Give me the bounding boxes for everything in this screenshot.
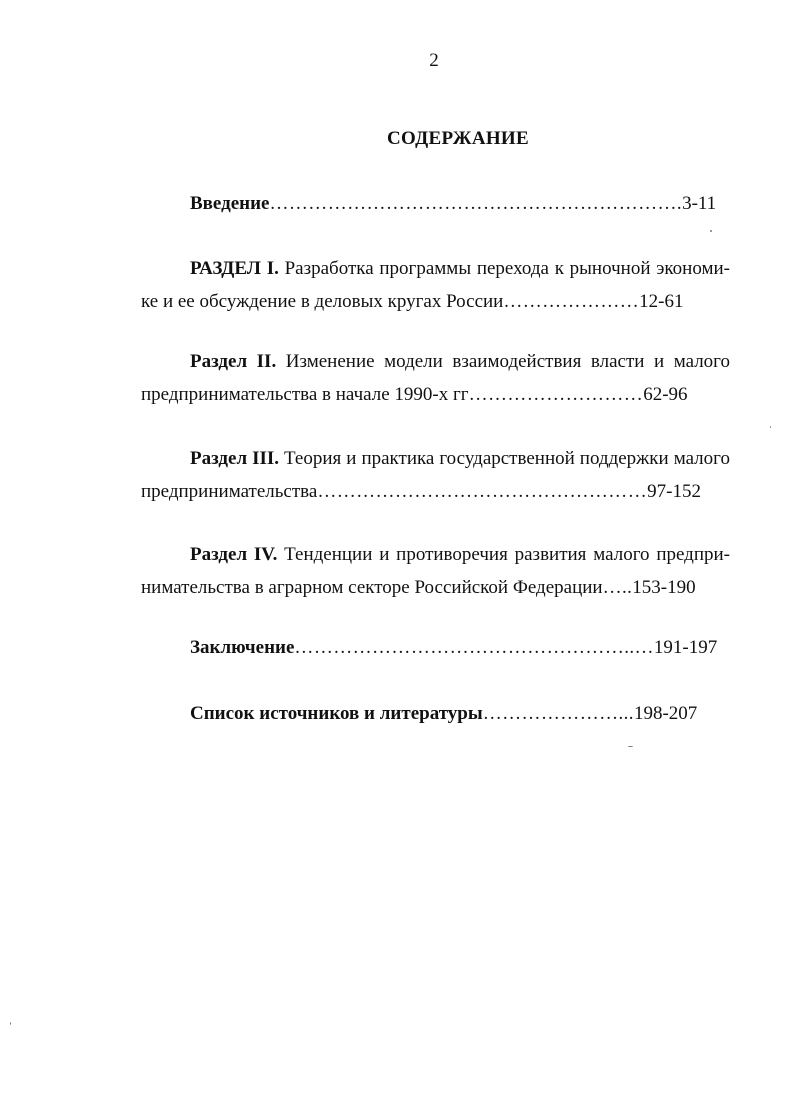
toc-section4-dots: ….. [602,577,633,598]
toc-entry-sources [190,702,697,726]
scan-speck [710,230,712,232]
toc-section1-line1: Разработка программы перехода к рыночной экономи- [284,258,730,279]
toc-entry-section4-line2 [141,576,696,600]
toc-section2-line1: Изменение модели взаимодействия власти и малого [285,351,731,372]
toc-conclusion-label: Заключение [190,637,295,658]
toc-section1-pages: 12-61 [639,291,684,312]
toc-section3-label: Раздел III. [190,448,280,469]
toc-section4-line1: Тенденции и противоречия развития малого предпри- [284,544,730,565]
toc-intro-pages: 3-11 [682,193,717,214]
toc-entry-section3-line2 [141,480,701,504]
toc-entry-section3-line1 [190,447,730,471]
toc-section1-dots: ………………… [503,291,640,312]
toc-section3-dots: …………………………………………… [317,481,648,502]
toc-section1-label: РАЗДЕЛ I. [190,258,279,279]
toc-section2-line2: предпринимательства в начале 1990-х гг [141,384,469,405]
toc-entry-conclusion [190,636,717,660]
toc-conclusion-pages: 191-197 [653,637,718,658]
scan-speck [628,746,633,747]
toc-entry-section1-line2 [141,290,683,314]
page-number: 2 [429,50,439,71]
toc-conclusion-dots: ……………………………………………..… [294,637,654,658]
scan-speck [770,426,771,428]
toc-intro-dots: ………………………………………………………. [269,193,683,214]
toc-entry-section2-line2 [141,383,688,407]
toc-section4-line2: нимательства в аграрном секторе Российской Федерации [141,577,603,598]
toc-section1-line2: ке и ее обсуждение в деловых кругах России [141,291,504,312]
toc-section2-pages: 62-96 [643,384,688,405]
toc-entry-section2-line1 [190,350,730,374]
toc-section2-dots: ……………………… [468,384,644,405]
toc-entry-intro [190,192,716,216]
toc-section4-label: Раздел IV. [190,544,278,565]
scan-speck [10,1022,11,1025]
toc-entry-section4-line1 [190,543,730,567]
page-title: СОДЕРЖАНИЕ [387,128,529,149]
toc-sources-dots: …………………... [482,703,634,724]
toc-section3-line2: предпринимательства [141,481,318,502]
toc-sources-label: Список источников и литературы [190,703,483,724]
toc-section3-line1: Теория и практика государственной поддержки малого [284,448,730,469]
toc-section3-pages: 97-152 [647,481,701,502]
toc-sources-pages: 198-207 [633,703,698,724]
toc-entry-section1-line1 [190,257,730,281]
toc-section4-pages: 153-190 [632,577,696,598]
toc-section2-label: Раздел II. [190,351,277,372]
toc-intro-label: Введение [190,193,270,214]
